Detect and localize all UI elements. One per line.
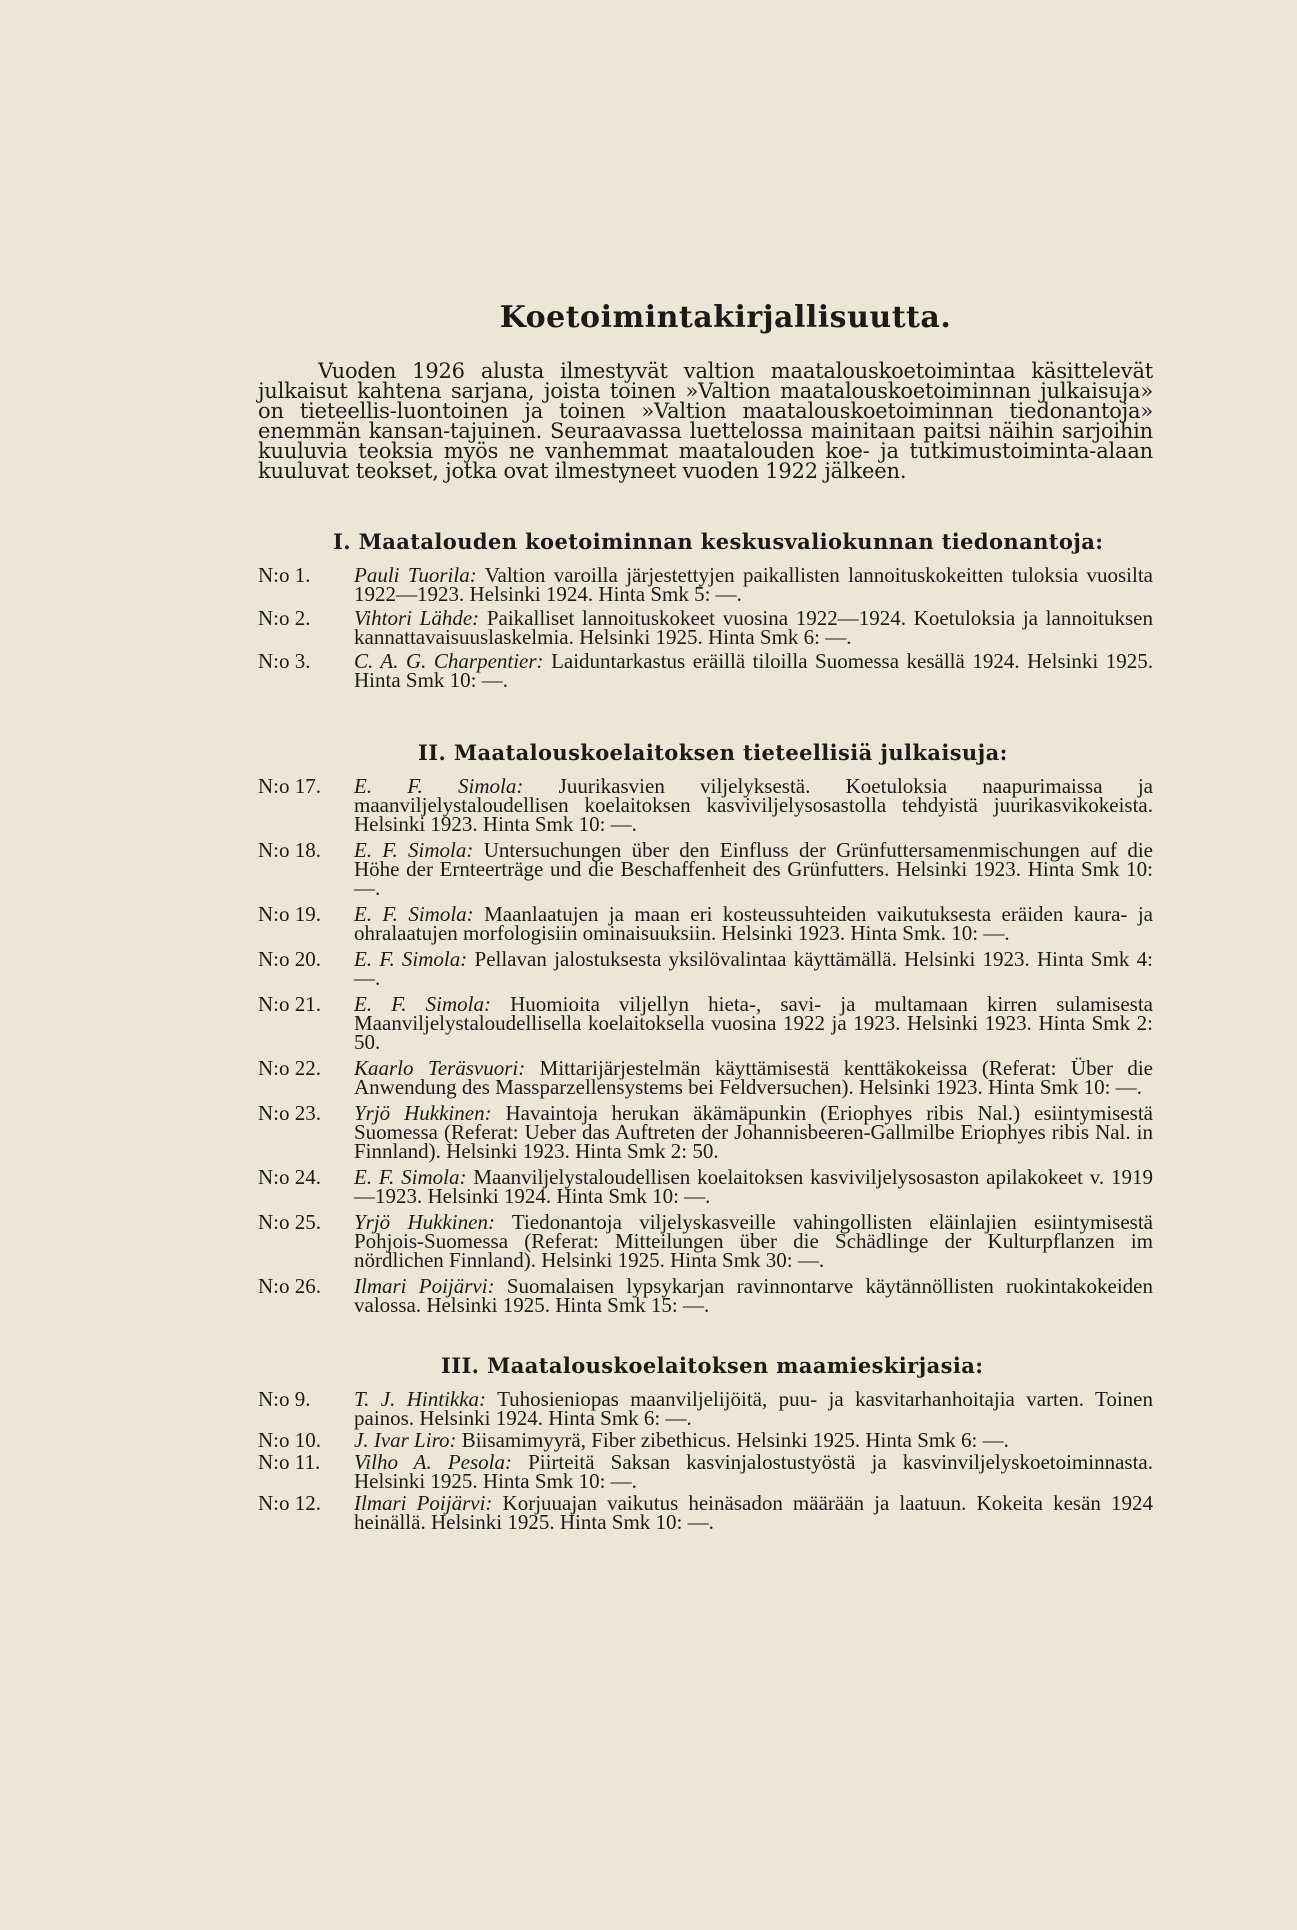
- entry-text: Untersuchungen über den Einfluss der Grünfuttersamenmischungen auf die Höhe der Ernteerträge und die Beschaffenheit des Grünfutters. Helsinki 1923. Hinta Smk 10: —.: [354, 838, 1153, 900]
- entry-text: Maanviljelystaloudellisen koelaitoksen kasviviljelysosaston apilakokeet v. 1919—1923. Helsinki 1924. Hinta Smk 10: —.: [354, 1165, 1154, 1208]
- section-heading: II. Maatalouskoelaitoksen tieteellisiä julkaisuja:: [418, 740, 1008, 765]
- entry-body: [354, 774, 1153, 836]
- entry-body: [354, 1274, 1153, 1317]
- list-item: [258, 563, 1153, 606]
- entry-number: N:o 18.: [258, 838, 321, 862]
- entry-text: Mittarijärjestelmän käyttämisestä kenttäkokeissa (Referat: Über die Anwendung des Massparzellensystems bei Feldversuchen). Helsinki 1923. Hinta Smk 10: —.: [354, 1056, 1153, 1099]
- list-item: [258, 1450, 1153, 1493]
- list-item: [258, 1056, 1153, 1099]
- section-heading: I. Maatalouden koetoiminnan keskusvaliokunnan tiedonantoja:: [333, 529, 1104, 554]
- entry-text: Maanlaatujen ja maan eri kosteussuhteiden vaikutuksesta eräiden kaura- ja ohralaatujen morfologisiin ominaisuuksiin. Helsinki 1923. Hinta Smk. 10: —.: [354, 902, 1153, 945]
- entry-number: N:o 23.: [258, 1101, 321, 1125]
- entry-body: [354, 902, 1153, 945]
- entry-author: E. F. Simola:: [354, 902, 474, 926]
- entry-author: Ilmari Poijärvi:: [354, 1274, 495, 1298]
- list-item: [258, 1428, 1153, 1452]
- section-3: [258, 1353, 1153, 1532]
- entry-body: [354, 606, 1153, 649]
- list-item: [258, 1274, 1153, 1317]
- list-item: [258, 902, 1153, 945]
- entry-body: [354, 992, 1154, 1054]
- entry-text: Juurikasvien viljelyksestä. Koetuloksia naapurimaissa ja maanviljelystaloudellisen koelaitoksen kasviviljelysosastolla tehdyistä juurikasvikokeista. Helsinki 1923. Hinta Smk 10: —.: [354, 774, 1153, 836]
- entry-author: E. F. Simola:: [354, 838, 474, 862]
- entry-body: [354, 1387, 1153, 1430]
- entry-author: E. F. Simola:: [354, 992, 491, 1016]
- page-title: Koetoimintakirjallisuutta.: [499, 300, 952, 335]
- entry-author: Vihtori Lähde:: [354, 606, 480, 630]
- intro-paragraph: Vuoden 1926 alusta ilmestyvät valtion maatalouskoetoimintaa käsittelevät julkaisut kahtena sarjana, joista toinen »Valtion maatalouskoetoiminnan julkaisuja» on tieteellis-luontoinen ja toinen »Valtion maatalouskoetoiminnan tiedonantoja» enemmän kansan-tajuinen. Seuraavassa luettelossa mainitaan paitsi näihin sarjoihin kuuluvia teoksia myös ne vanhemmat maatalouden koe- ja tutkimustoiminta-alaan kuuluvat teokset, jotka ovat ilmestyneet vuoden 1922 jälkeen.: [258, 359, 1153, 483]
- list-item: [258, 649, 1154, 692]
- entry-author: T. J. Hintikka:: [354, 1387, 487, 1411]
- entry-text: Laiduntarkastus eräillä tiloilla Suomessa kesällä 1924. Helsinki 1925. Hinta Smk 10: —.: [354, 649, 1154, 692]
- entry-number: N:o 2.: [258, 606, 311, 630]
- entry-text: Huomioita viljellyn hieta-, savi- ja multamaan kirren sulamisesta Maanviljelystaloudellisella koelaitoksella vuosina 1922 ja 1923. Helsinki 1923. Hinta Smk 2: 50.: [354, 992, 1154, 1054]
- entry-text: Pellavan jalostuksesta yksilövalintaa käyttämällä. Helsinki 1923. Hinta Smk 4: —.: [354, 947, 1154, 990]
- entry-number: N:o 11.: [258, 1450, 321, 1474]
- entry-text: Korjuuajan vaikutus heinäsadon määrään ja laatuun. Kokeita kesän 1924 heinällä. Helsinki 1925. Hinta Smk 10: —.: [354, 1491, 1154, 1534]
- entry-author: Ilmari Poijärvi:: [354, 1491, 493, 1515]
- entry-list: [258, 563, 1154, 692]
- entry-list: [258, 1387, 1154, 1534]
- entry-number: N:o 9.: [258, 1387, 311, 1411]
- section-heading: III. Maatalouskoelaitoksen maamieskirjasia:: [441, 1353, 984, 1378]
- entry-author: E. F. Simola:: [354, 774, 524, 798]
- entry-body: [354, 1428, 1153, 1452]
- entry-number: N:o 26.: [258, 1274, 321, 1298]
- list-item: [258, 606, 1153, 649]
- entry-list: [258, 774, 1154, 1317]
- entry-author: E. F. Simola:: [354, 1165, 467, 1189]
- entry-text: Piirteitä Saksan kasvinjalostustyöstä ja kasvinviljelyskoetoiminnasta. Helsinki 1925. Hinta Smk 10: —.: [354, 1450, 1153, 1493]
- list-item: [258, 947, 1154, 990]
- entry-body: [354, 1210, 1153, 1272]
- entry-number: N:o 10.: [258, 1428, 321, 1452]
- entry-number: N:o 3.: [258, 649, 311, 673]
- entry-number: N:o 12.: [258, 1491, 321, 1515]
- entry-text: Havaintoja herukan äkämäpunkin (Eriophyes ribis Nal.) esiintymisestä Suomessa (Referat: Ueber das Auftreten der Johannisbeeren-Gallmilbe Eriophyes ribis Nal. in Finnland). Helsinki 1923. Hinta Smk 2: 50.: [354, 1101, 1153, 1163]
- entry-number: N:o 21.: [258, 992, 321, 1016]
- entry-author: Yrjö Hukkinen:: [354, 1101, 492, 1125]
- entry-body: [354, 1101, 1153, 1163]
- entry-text: Valtion varoilla järjestettyjen paikallisten lannoituskokeitten tuloksia vuosilta 1922—1923. Helsinki 1924. Hinta Smk 5: —.: [354, 563, 1153, 606]
- list-item: [258, 774, 1153, 836]
- entry-author: Pauli Tuorila:: [354, 563, 477, 587]
- entry-body: [354, 1056, 1153, 1099]
- list-item: [258, 1210, 1153, 1272]
- entry-number: N:o 1.: [258, 563, 311, 587]
- entry-text: Tiedonantoja viljelyskasveille vahingollisten eläinlajien esiintymisestä Pohjois-Suomessa (Referat: Mitteilungen über die Schädlinge der Kulturpflanzen im nördlichen Finnland). Helsinki 1925. Hinta Smk 30: —.: [354, 1210, 1153, 1272]
- section-1: [258, 529, 1153, 690]
- entry-body: [354, 1491, 1154, 1534]
- entry-text: Biisamimyyrä, Fiber zibethicus. Helsinki 1925. Hinta Smk 6: —.: [461, 1428, 1009, 1452]
- entry-author: Kaarlo Teräsvuori:: [354, 1056, 526, 1080]
- entry-number: N:o 25.: [258, 1210, 321, 1234]
- entry-author: C. A. G. Charpentier:: [354, 649, 544, 673]
- entry-number: N:o 24.: [258, 1165, 321, 1189]
- entry-number: N:o 22.: [258, 1056, 321, 1080]
- list-item: [258, 1165, 1154, 1208]
- entry-author: E. F. Simola:: [354, 947, 468, 971]
- entry-text: Paikalliset lannoituskokeet vuosina 1922—1924. Koetuloksia ja lannoituksen kannattavaisuuslaskelmia. Helsinki 1925. Hinta Smk 6: —.: [354, 606, 1153, 649]
- content-column: [258, 300, 1153, 1535]
- entry-author: Yrjö Hukkinen:: [354, 1210, 495, 1234]
- entry-author: Vilho A. Pesola:: [354, 1450, 512, 1474]
- entry-body: [354, 1165, 1154, 1208]
- list-item: [258, 838, 1153, 900]
- entry-body: [354, 1450, 1153, 1493]
- entry-body: [354, 947, 1154, 990]
- list-item: [258, 1101, 1153, 1163]
- entry-body: [354, 838, 1153, 900]
- entry-number: N:o 20.: [258, 947, 321, 971]
- entry-text: Suomalaisen lypsykarjan ravinnontarve käytännöllisten ruokintakokeiden valossa. Helsinki 1925. Hinta Smk 15: —.: [354, 1274, 1153, 1317]
- entry-number: N:o 17.: [258, 774, 321, 798]
- section-2: [258, 740, 1153, 1315]
- entry-body: [354, 649, 1154, 692]
- entry-author: J. Ivar Liro:: [354, 1428, 457, 1452]
- list-item: [258, 992, 1154, 1054]
- list-item: [258, 1387, 1153, 1430]
- entry-body: [354, 563, 1153, 606]
- list-item: [258, 1491, 1154, 1534]
- entry-text: Tuhosieniopas maanviljelijöitä, puu- ja kasvitarhanhoitajia varten. Toinen painos. Helsinki 1924. Hinta Smk 6: —.: [354, 1387, 1153, 1430]
- entry-number: N:o 19.: [258, 902, 321, 926]
